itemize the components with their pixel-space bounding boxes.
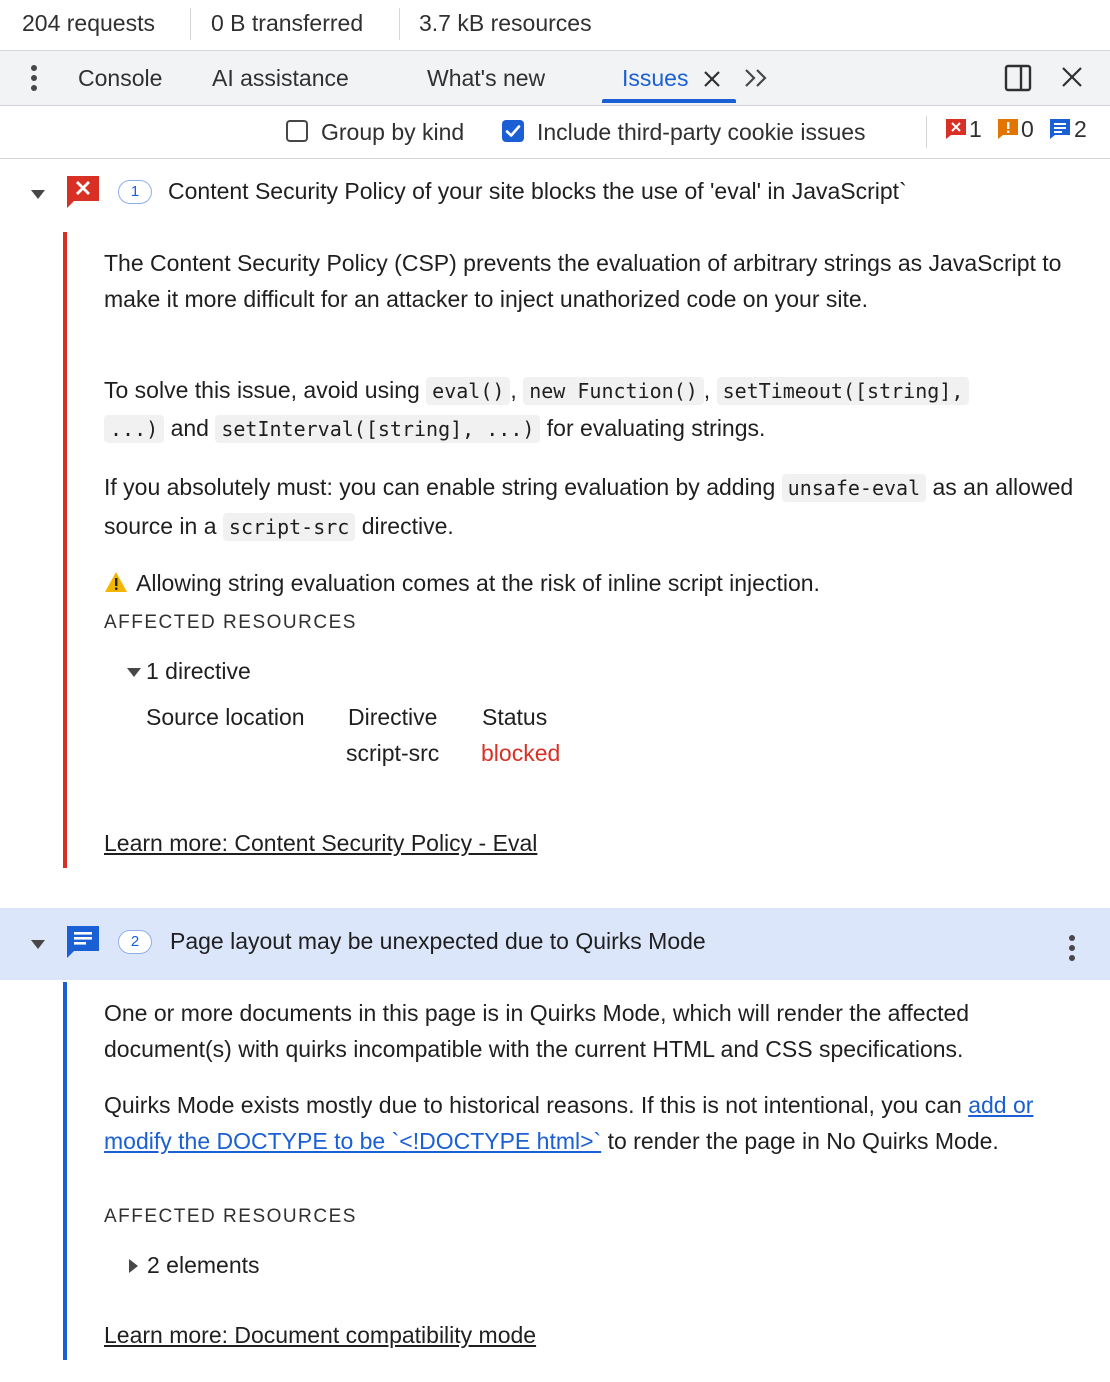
transferred-size: 0 B transferred <box>211 10 364 36</box>
issue-description: One or more documents in this page is in Quirks Mode, which will render the affected document(s) with quirks incompatible with the current HTML and CSS specifications. <box>104 1000 970 1062</box>
error-issue-bar <box>63 232 67 868</box>
warning-text: Allowing string evaluation comes at the risk of inline script injection. <box>136 570 820 596</box>
info-count: 2 <box>1074 116 1087 142</box>
code-script-src: script-src <box>223 513 355 541</box>
collapse-triangle-icon[interactable] <box>30 189 46 201</box>
resources-size: 3.7 kB resources <box>419 10 592 36</box>
issue-header-quirks-mode[interactable] <box>0 908 1110 980</box>
close-drawer-icon[interactable] <box>1061 66 1083 88</box>
active-tab-indicator <box>602 99 736 103</box>
directive-toggle[interactable]: 1 directive <box>146 658 251 684</box>
issue-count-badge: 2 <box>118 930 152 954</box>
tab-ai-assistance[interactable]: AI assistance <box>212 65 349 91</box>
text: To solve this issue, avoid using <box>104 377 420 403</box>
text: to render the page in No Quirks Mode. <box>607 1128 999 1154</box>
divider <box>190 8 191 40</box>
code-settimeout: setTimeout([string], <box>717 377 970 405</box>
close-tab-icon[interactable] <box>703 70 721 88</box>
tab-console[interactable]: Console <box>78 65 163 91</box>
info-issue-icon <box>66 925 100 959</box>
error-issue-icon <box>66 175 100 209</box>
elements-toggle[interactable]: 2 elements <box>147 1252 260 1278</box>
column-header-source-location: Source location <box>146 704 305 730</box>
issue-title: Content Security Policy of your site blocks the use of 'eval' in JavaScript` <box>168 178 907 204</box>
code-unsafe-eval: unsafe-eval <box>782 474 926 502</box>
issue-header-csp-eval[interactable] <box>0 158 1110 230</box>
text: directive. <box>361 513 454 539</box>
learn-more-csp-eval-link[interactable]: Learn more: Content Security Policy - Eval <box>104 830 538 856</box>
expand-triangle-right-icon[interactable] <box>128 1258 140 1274</box>
column-header-status: Status <box>482 704 548 730</box>
code-new-function: new Function() <box>523 377 704 405</box>
drawer-tab-bar <box>0 51 1110 106</box>
warning-count: 0 <box>1021 116 1034 142</box>
divider <box>399 8 400 40</box>
warning-triangle-icon <box>104 571 128 593</box>
group-by-kind-checkbox[interactable] <box>286 120 308 142</box>
issue-explanation-paragraph <box>104 1087 1094 1159</box>
status-blocked: blocked <box>481 740 561 766</box>
more-tabs-kebab-icon[interactable] <box>28 64 40 92</box>
third-party-cookie-label[interactable]: Include third-party cookie issues <box>537 119 866 145</box>
text: as an allowed source in a <box>104 474 1074 539</box>
directive-value: script-src <box>346 740 440 766</box>
expand-triangle-icon[interactable] <box>126 667 142 679</box>
info-count-icon <box>1049 118 1071 140</box>
requests-count: 204 requests <box>22 10 155 36</box>
divider <box>926 116 927 148</box>
learn-more-compat-mode-link[interactable]: Learn more: Document compatibility mode <box>104 1322 537 1348</box>
column-header-directive: Directive <box>348 704 438 730</box>
issue-title: Page layout may be unexpected due to Quirks Mode <box>170 928 706 954</box>
issue-solution-paragraph <box>104 372 1094 448</box>
affected-resources-heading: AFFECTED RESOURCES <box>104 612 357 633</box>
text: If you absolutely must: you can enable string evaluation by adding <box>104 474 776 500</box>
affected-resources-heading: AFFECTED RESOURCES <box>104 1206 357 1227</box>
third-party-cookie-checkbox[interactable] <box>502 120 524 142</box>
error-count: 1 <box>969 116 982 142</box>
network-summary-bar <box>0 0 1110 51</box>
checkmark-icon <box>502 120 524 142</box>
collapse-triangle-icon[interactable] <box>30 939 46 951</box>
text: , <box>510 377 517 403</box>
issue-count-badge: 1 <box>118 180 152 204</box>
group-by-kind-label[interactable]: Group by kind <box>321 119 465 145</box>
warning-count-icon <box>997 118 1019 140</box>
text: and <box>170 415 209 441</box>
code-setinterval: setInterval([string], ...) <box>215 415 540 443</box>
issue-workaround-paragraph <box>104 468 1094 546</box>
chevron-double-right-icon[interactable] <box>743 67 769 89</box>
issue-menu-kebab-icon[interactable] <box>1066 934 1078 962</box>
tab-whats-new[interactable]: What's new <box>427 65 546 91</box>
text: Quirks Mode exists mostly due to historical reasons. If this is not intentional, you can <box>104 1092 962 1118</box>
text: for evaluating strings. <box>546 415 766 441</box>
issues-toolbar <box>0 106 1110 159</box>
code-settimeout-cont: ...) <box>104 415 164 443</box>
issue-description: The Content Security Policy (CSP) prevents the evaluation of arbitrary strings as JavaScript to make it more difficult for an attacker to inject unathorized code on your site. <box>104 250 1062 312</box>
tab-issues[interactable]: Issues <box>622 65 689 91</box>
info-issue-bar <box>63 982 67 1360</box>
code-eval: eval() <box>426 377 510 405</box>
text: , <box>703 377 711 403</box>
dock-side-icon[interactable] <box>1004 64 1032 92</box>
doctype-link[interactable]: add or modify the DOCTYPE to be `<!DOCTYPE html>` <box>104 1092 1034 1154</box>
error-count-icon <box>945 118 967 140</box>
